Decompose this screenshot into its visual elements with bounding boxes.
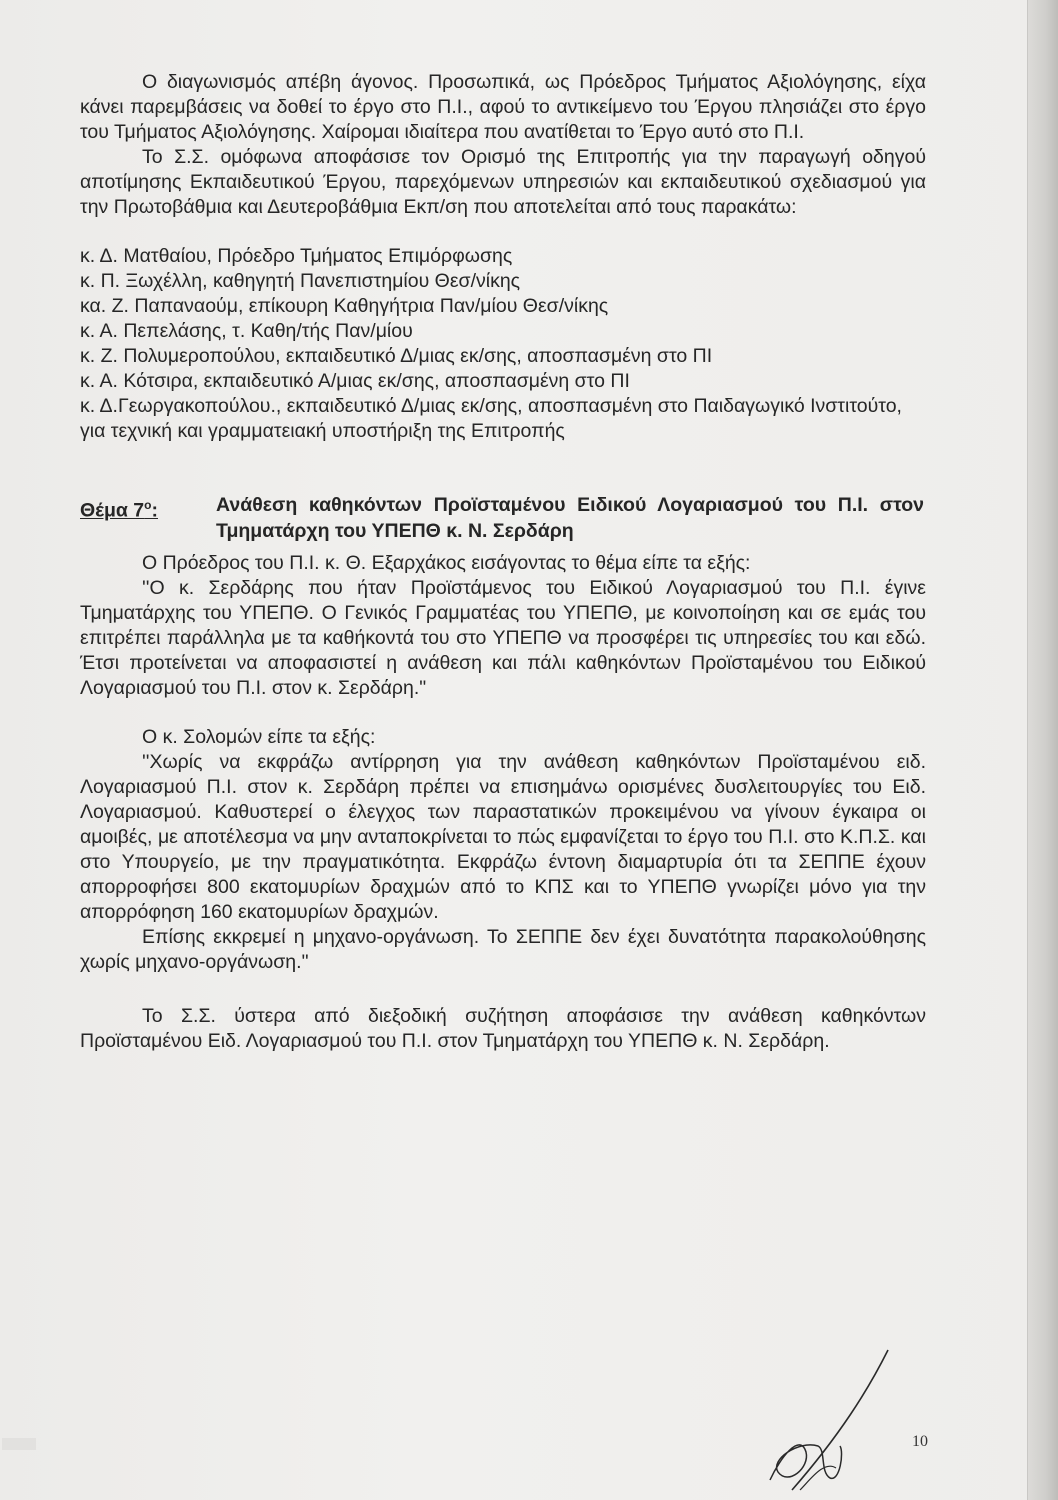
topic-heading [80, 492, 926, 544]
document-body [80, 70, 926, 1054]
list-item: κα. Ζ. Παπαναούμ, επίκουρη Καθηγήτρια Παν/μίου Θεσ/νίκης [80, 295, 609, 317]
solomon-quote-continued: Επίσης εκκρεμεί η μηχανο-οργάνωση. Το ΣΕΠΠΕ δεν έχει δυνατότητα παρακολούθησης χωρίς μηχανο-οργάνωση." [80, 926, 926, 973]
page-number: 10 [912, 1433, 928, 1450]
list-item: κ. Α. Πεπελάσης, τ. Καθη/τής Παν/μίου [80, 320, 413, 342]
signature [740, 1340, 910, 1500]
topic-label [80, 492, 216, 544]
topic-label-sup: ο [144, 498, 152, 512]
list-item: κ. Ζ. Πολυμεροπούλου, εκπαιδευτικό Δ/μιας εκ/σης, αποσπασμένη στο ΠΙ [80, 345, 713, 367]
list-item: κ. Δ. Ματθαίου, Πρόεδρο Τμήματος Επιμόρφωσης [80, 245, 513, 267]
president-quote: ''Ο κ. Σερδάρης που ήταν Προϊστάμενος του Ειδικού Λογαριασμού του Π.Ι. έγινε Τμηματάρχης του ΥΠΕΠΘ. Ο Γενικός Γραμματέας του ΥΠΕΠΘ, με κοινοποίηση και σε εμάς του επιτρέπει παράλληλα με τα καθήκοντά του στο ΥΠΕΠΘ να προσφέρει τις υπηρεσίες του και εδώ. Έτσι προτείνεται να αποφασιστεί η ανάθεση και πάλι καθηκόντων Προϊσταμένου του Ειδικού Λογαριασμού του Π.Ι. στον κ. Σερδάρη." [80, 577, 926, 699]
list-item: κ. Π. Ξωχέλλη, καθηγητή Πανεπιστημίου Θεσ/νίκης [80, 270, 521, 292]
intro-paragraph-2: Το Σ.Σ. ομόφωνα αποφάσισε τον Ορισμό της Επιτροπής για την παραγωγή οδηγού αποτίμησης Εκπαιδευτικού Έργου, παρεχόμενων υπηρεσιών και εκπαιδευτικού σχεδιασμού για την Πρωτοβάθμια και Δευτεροβάθμια Εκπ/ση που αποτελείται από τους παρακάτω: [80, 146, 926, 218]
committee-members-list [80, 244, 926, 444]
topic-label-text: Θέμα 7 [80, 499, 145, 522]
page-edge [1027, 0, 1058, 1500]
list-item: κ. Α. Κότσιρα, εκπαιδευτικό Α/μιας εκ/σης, αποσπασμένη στο ΠΙ [80, 370, 630, 392]
topic-title: Ανάθεση καθηκόντων Προϊσταμένου Ειδικού Λογαριασμού του Π.Ι. στον Τμηματάρχη του ΥΠΕΠΘ κ. Ν. Σερδάρη [216, 494, 924, 542]
faint-stamp-mark [0, 1432, 40, 1456]
president-intro: Ο Πρόεδρος του Π.Ι. κ. Θ. Εξαρχάκος εισάγοντας το θέμα είπε τα εξής: [142, 552, 751, 574]
solomon-quote: ''Χωρίς να εκφράζω αντίρρηση για την ανάθεση καθηκόντων Προϊσταμένου ειδ. Λογαριασμού Π.Ι. στον κ. Σερδάρη πρέπει να επισημάνω ορισμένες δυσλειτουργίες του Ειδ. Λογαριασμού. Καθυστερεί ο έλεγχος των παραστατικών προκειμένου να γίνουν έγκαιρα οι αμοιβές, με αποτέλεσμα να μην ανταποκρίνεται το πώς εμφανίζεται το έργο του Π.Ι. στο Κ.Π.Σ. και στο Υπουργείο, με την πραγματικότητα. Εκφράζω έντονη διαμαρτυρία ότι τα ΣΕΠΠΕ έχουν απορροφήσει 800 εκατομυρίων δραχμών από το ΚΠΣ και το ΥΠΕΠΘ γνωρίζει μόνο για την απορρόφηση 160 εκατομυρίων δραχμών. [80, 751, 926, 923]
solomon-intro: Ο κ. Σολομών είπε τα εξής: [142, 726, 376, 748]
decision-paragraph: Το Σ.Σ. ύστερα από διεξοδική συζήτηση αποφάσισε την ανάθεση καθηκόντων Προϊσταμένου Ειδ. Λογαριασμού του Π.Ι. στον Τμηματάρχη του ΥΠΕΠΘ κ. Ν. Σερδάρη. [80, 1005, 926, 1052]
topic-label-suffix: : [151, 499, 158, 522]
list-item: κ. Δ.Γεωργακοπούλου., εκπαιδευτικό Δ/μιας εκ/σης, αποσπασμένη στο Παιδαγωγικό Ινστιτούτο, για τεχνική και γραμματειακή υποστήριξη της Επιτροπής [80, 395, 902, 442]
intro-paragraph-1: Ο διαγωνισμός απέβη άγονος. Προσωπικά, ως Πρόεδρος Τμήματος Αξιολόγησης, είχα κάνει παρεμβάσεις να δοθεί το έργο στο Π.Ι., αφού το αντικείμενο του Έργου πλησιάζει στο έργο του Τμήματος Αξιολόγησης. Χαίρομαι ιδιαίτερα που ανατίθεται το Έργο αυτό στο Π.Ι. [80, 71, 926, 143]
